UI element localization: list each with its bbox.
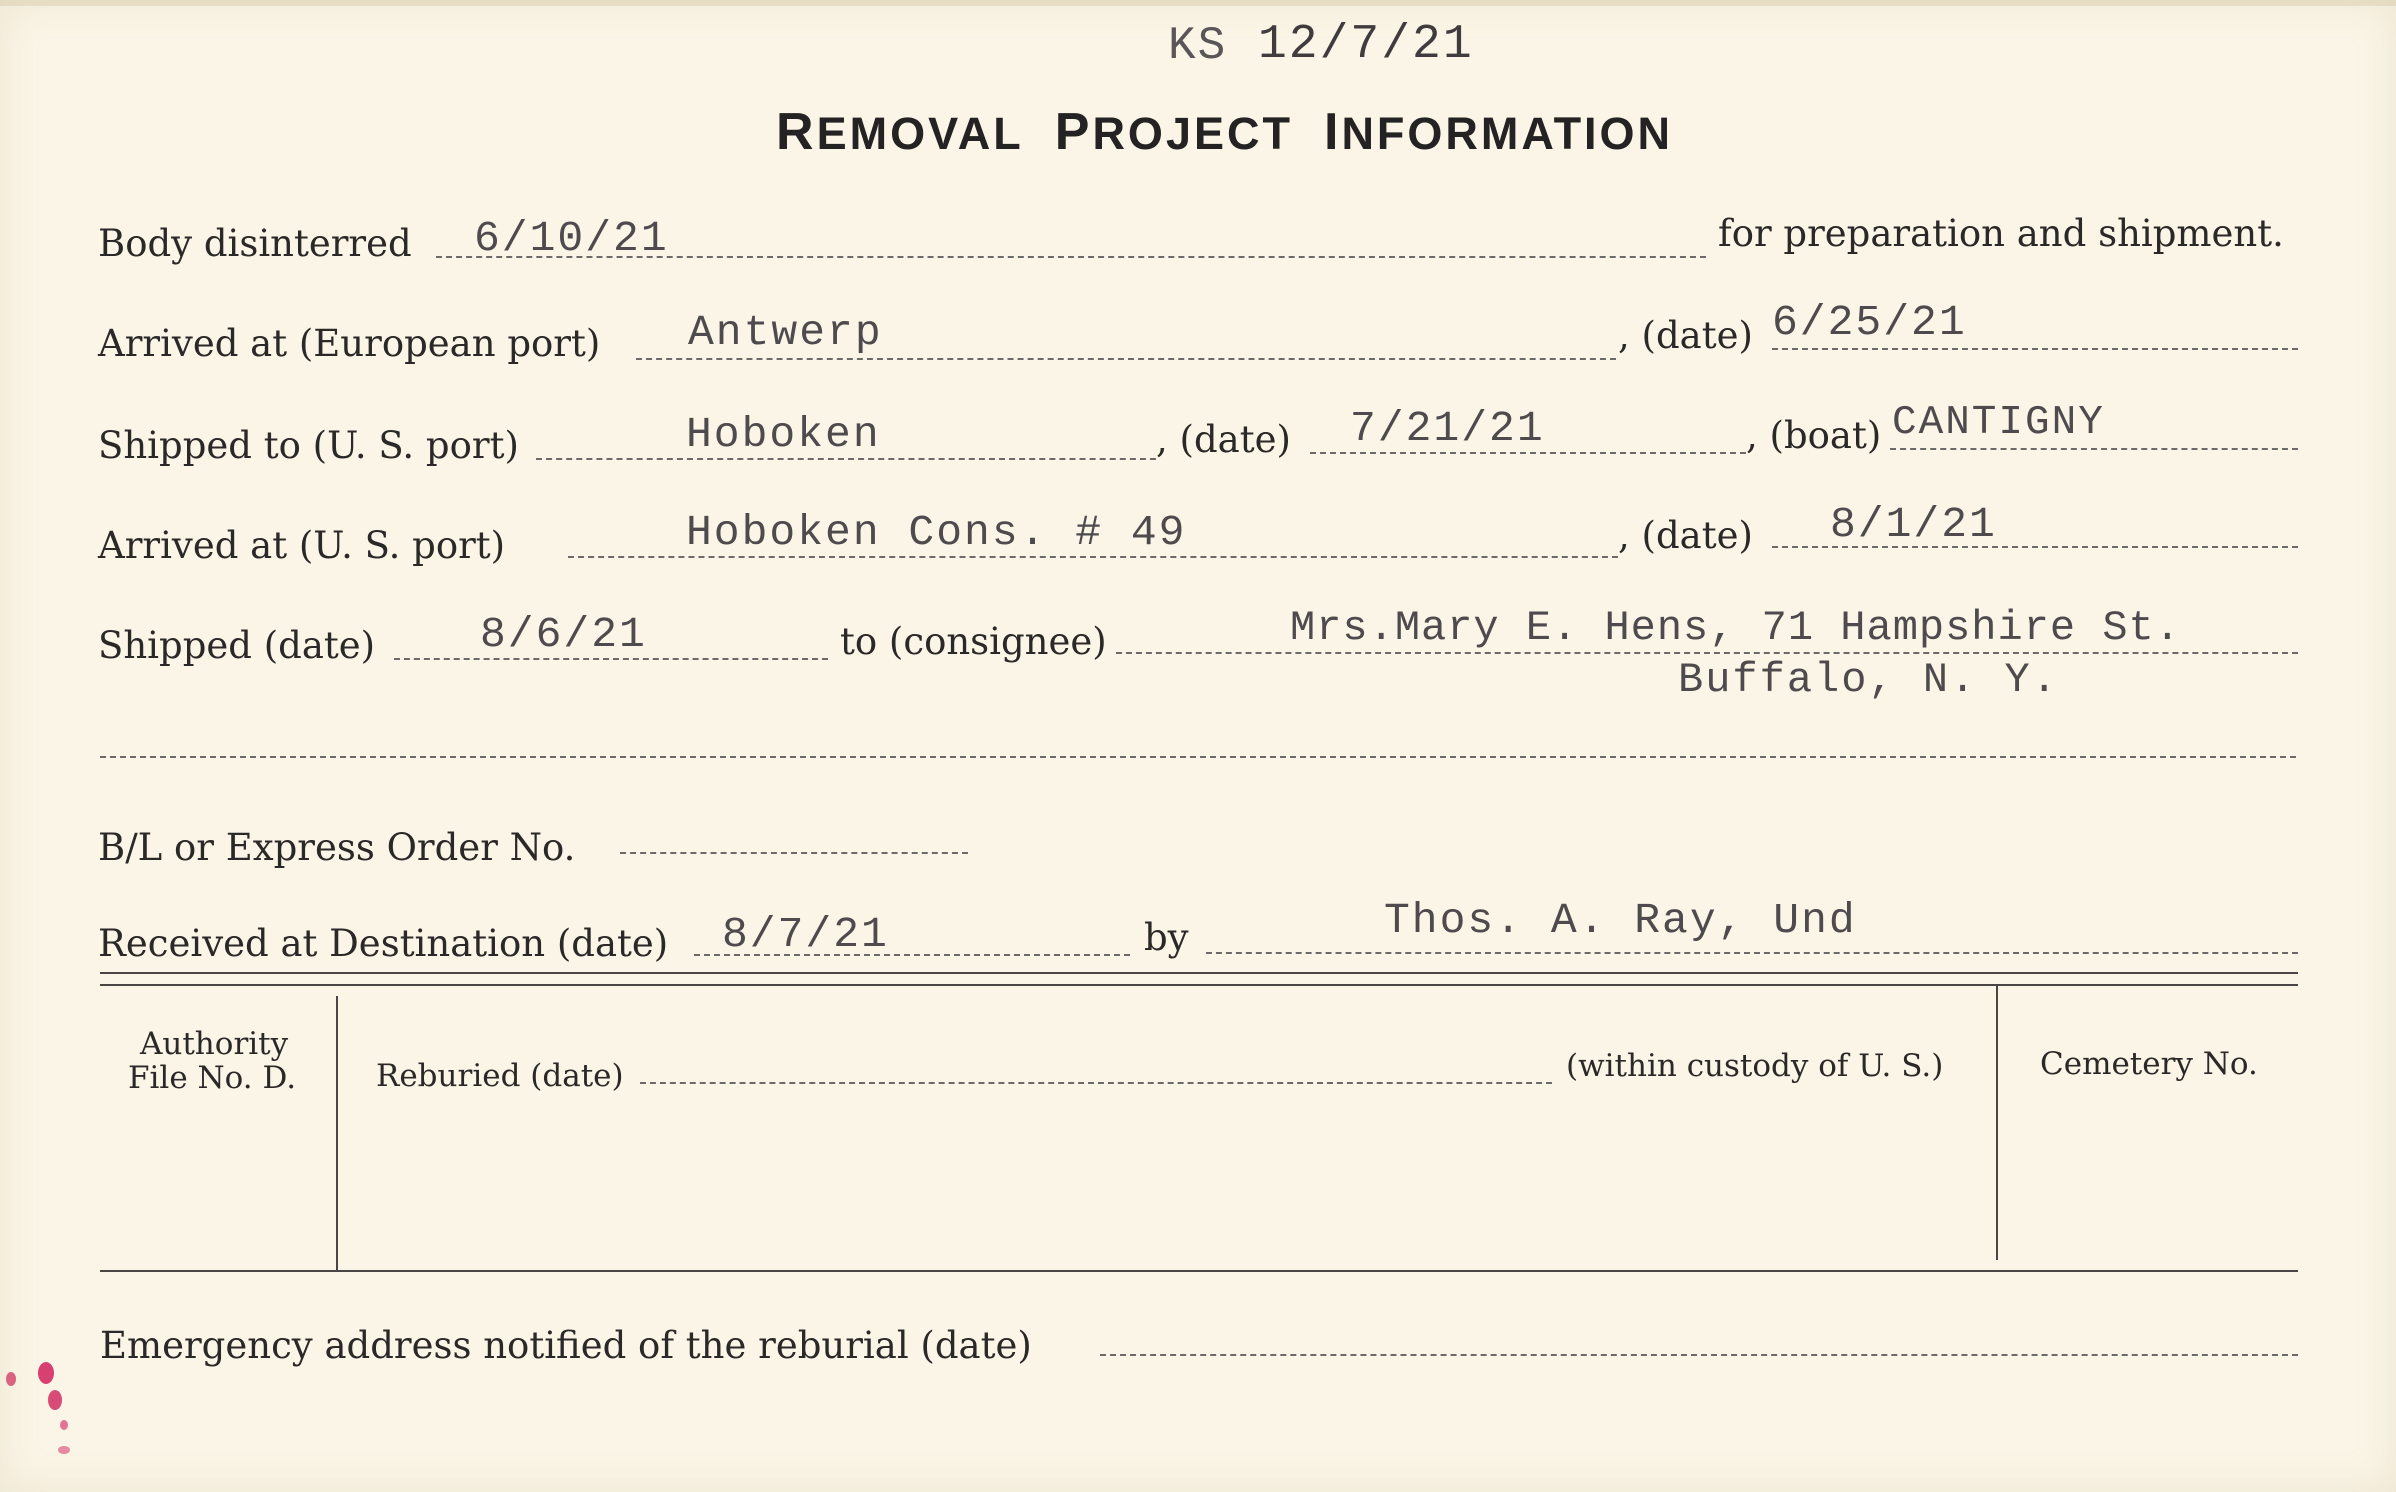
arrived-europe-label: Arrived at (European port) — [98, 322, 601, 365]
shipped-us-label: Shipped to (U. S. port) — [98, 424, 519, 467]
shipped-us-date: 7/21/21 — [1350, 404, 1545, 453]
consignee-city: Buffalo, N. Y. — [1678, 656, 2059, 704]
disinterred-value: 6/10/21 — [474, 214, 669, 263]
table-top-rule-1 — [100, 972, 2298, 974]
ink-smudge — [60, 1420, 68, 1430]
date-stamp: 12/7/21 — [1258, 18, 1474, 72]
shipped-date-label: Shipped (date) — [98, 624, 376, 667]
received-by: Thos. A. Ray, Und — [1384, 896, 1857, 945]
ink-smudge — [38, 1362, 54, 1384]
received-by-label: by — [1144, 916, 1189, 959]
authority-label-1: Authority — [140, 1026, 289, 1062]
arrived-europe-date-line — [1772, 348, 2298, 350]
arrived-europe-line — [636, 358, 1616, 360]
custody-label: (within custody of U. S.) — [1566, 1048, 1944, 1084]
arrived-us-label: Arrived at (U. S. port) — [98, 524, 506, 567]
arrived-europe-date-label: , (date) — [1618, 314, 1753, 357]
arrived-europe-port: Antwerp — [688, 308, 883, 357]
initials-mark: KS — [1168, 20, 1228, 72]
emergency-line — [1100, 1354, 2298, 1356]
disinterred-suffix: for preparation and shipment. — [1718, 212, 2284, 255]
shipped-us-date-label: , (date) — [1156, 418, 1291, 461]
reburied-label: Reburied (date) — [376, 1058, 624, 1094]
ink-smudge — [58, 1446, 70, 1454]
arrived-europe-date: 6/25/21 — [1772, 298, 1967, 347]
consignee-line — [1116, 652, 2298, 654]
arrived-us-port: Hoboken Cons. # 49 — [686, 508, 1187, 557]
received-date: 8/7/21 — [722, 910, 889, 959]
blank-line — [100, 756, 2296, 758]
consignee-label: to (consignee) — [840, 620, 1107, 663]
consignee-name: Mrs.Mary E. Hens, 71 Hampshire St. — [1290, 604, 2181, 652]
shipped-date: 8/6/21 — [480, 610, 647, 659]
boat-name: CANTIGNY — [1892, 400, 2105, 446]
ink-smudge — [6, 1372, 16, 1386]
emergency-label: Emergency address notified of the reburial (date) — [100, 1324, 1032, 1367]
cemetery-divider — [1996, 984, 1998, 1260]
table-top-rule-2 — [100, 984, 2298, 986]
authority-label-2: File No. D. — [128, 1060, 297, 1096]
page-title: REMOVAL PROJECT INFORMATION — [776, 103, 1674, 161]
shipped-us-boat-line — [1890, 448, 2298, 450]
received-by-line — [1206, 952, 2298, 954]
bl-label: B/L or Express Order No. — [98, 826, 576, 869]
table-bottom-rule — [100, 1270, 2298, 1272]
cemetery-label: Cemetery No. — [2040, 1046, 2258, 1082]
bl-line — [620, 852, 968, 854]
arrived-us-date-label: , (date) — [1618, 514, 1753, 557]
shipped-us-boat-label: , (boat) — [1746, 414, 1882, 457]
card-top-edge — [0, 0, 2396, 6]
arrived-us-date: 8/1/21 — [1830, 500, 1997, 549]
disinterred-label: Body disinterred — [98, 222, 412, 265]
ink-smudge — [48, 1390, 62, 1410]
received-label: Received at Destination (date) — [98, 922, 669, 965]
reburied-line — [640, 1082, 1552, 1084]
authority-divider — [336, 996, 338, 1270]
shipped-us-port: Hoboken — [686, 410, 881, 459]
